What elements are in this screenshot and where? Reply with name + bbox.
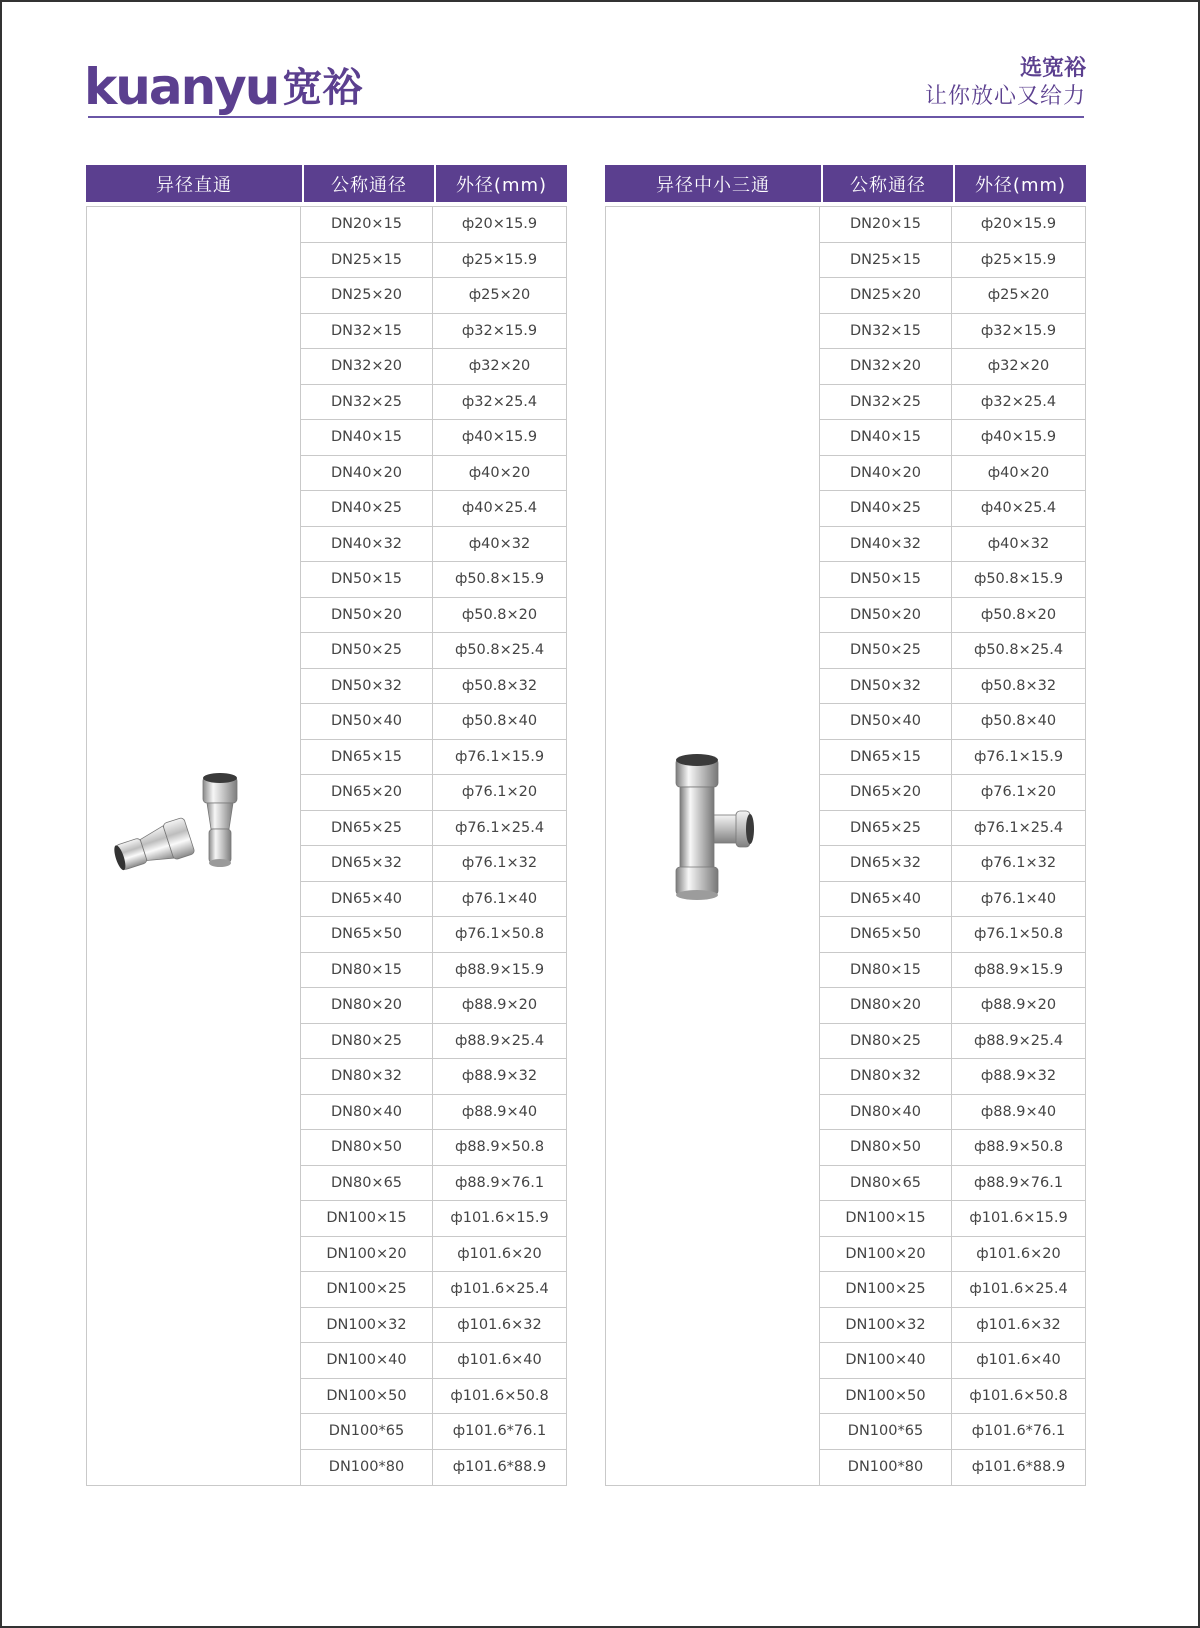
table-row: [301, 1308, 566, 1344]
table-row: [301, 527, 566, 563]
table-row: [820, 1379, 1085, 1415]
table-row: [301, 953, 566, 989]
table-row: [301, 1450, 566, 1486]
outer-diameter-cell: ф101.6×20: [457, 1245, 542, 1262]
nominal-diameter-cell: DN100×20: [820, 1237, 952, 1272]
table-row: [301, 669, 566, 705]
outer-diameter-cell: ф101.6×50.8: [969, 1387, 1068, 1404]
table-row: [301, 456, 566, 492]
header-outer-diameter: 外径(mm): [434, 165, 567, 202]
nominal-diameter-cell: DN40×32: [820, 527, 952, 562]
table-row: [301, 1414, 566, 1450]
nominal-diameter-cell: DN25×15: [301, 243, 433, 278]
outer-diameter-cell: ф76.1×50.8: [973, 926, 1064, 943]
header-product-name: 异径中小三通: [656, 174, 770, 196]
slogan: [925, 55, 1086, 111]
table-row: [301, 704, 566, 740]
table-row: [820, 1272, 1085, 1308]
table-row: [301, 917, 566, 953]
reducer-straight-fitting-icon: [111, 771, 251, 881]
nominal-diameter-cell: DN80×40: [301, 1095, 433, 1130]
outer-diameter-cell: ф32×25.4: [461, 393, 538, 410]
nominal-diameter-cell: DN25×20: [820, 278, 952, 313]
nominal-diameter-cell: DN100×15: [820, 1201, 952, 1236]
table-row: [820, 1414, 1085, 1450]
outer-diameter-cell: ф32×15.9: [461, 322, 538, 339]
outer-diameter-cell: ф76.1×32: [980, 855, 1057, 872]
table-row: [820, 456, 1085, 492]
nominal-diameter-cell: DN65×25: [820, 811, 952, 846]
header-outer-diameter: 外径(mm): [953, 165, 1086, 202]
outer-diameter-cell: ф32×25.4: [980, 393, 1057, 410]
nominal-diameter-cell: DN32×20: [301, 349, 433, 384]
nominal-diameter-cell: DN80×25: [820, 1024, 952, 1059]
nominal-diameter-cell: DN50×20: [301, 598, 433, 633]
table-row: [301, 385, 566, 421]
nominal-diameter-cell: DN32×25: [820, 385, 952, 420]
outer-diameter-cell: ф76.1×50.8: [454, 926, 545, 943]
table-row: [301, 1024, 566, 1060]
table-row: [301, 1059, 566, 1095]
header-product-name: 异径直通: [156, 174, 232, 196]
nominal-diameter-cell: DN80×40: [820, 1095, 952, 1130]
nominal-diameter-cell: DN100×32: [820, 1308, 952, 1343]
outer-diameter-cell: ф88.9×50.8: [973, 1139, 1064, 1156]
outer-diameter-cell: ф50.8×15.9: [454, 571, 545, 588]
nominal-diameter-cell: DN65×20: [820, 775, 952, 810]
nominal-diameter-cell: DN80×65: [820, 1166, 952, 1201]
outer-diameter-cell: ф50.8×40: [980, 713, 1057, 730]
nominal-diameter-cell: DN65×40: [820, 882, 952, 917]
nominal-diameter-cell: DN50×32: [301, 669, 433, 704]
table-header: [605, 165, 1086, 202]
header-nominal-diameter: 公称通径: [302, 165, 434, 202]
nominal-diameter-cell: DN40×15: [301, 420, 433, 455]
nominal-diameter-cell: DN65×25: [301, 811, 433, 846]
nominal-diameter-cell: DN40×32: [301, 527, 433, 562]
nominal-diameter-cell: DN65×50: [820, 917, 952, 952]
table-row: [820, 278, 1085, 314]
outer-diameter-cell: ф101.6×25.4: [450, 1281, 549, 1298]
outer-diameter-cell: ф88.9×32: [461, 1068, 538, 1085]
nominal-diameter-cell: DN65×40: [301, 882, 433, 917]
nominal-diameter-cell: DN40×25: [301, 491, 433, 526]
table-row: [301, 314, 566, 350]
table-row: [820, 811, 1085, 847]
outer-diameter-cell: ф50.8×32: [461, 677, 538, 694]
table-body: [86, 206, 567, 1486]
nominal-diameter-cell: DN100×15: [301, 1201, 433, 1236]
table-row: [820, 491, 1085, 527]
outer-diameter-cell: ф76.1×20: [980, 784, 1057, 801]
nominal-diameter-cell: DN80×65: [301, 1166, 433, 1201]
nominal-diameter-cell: DN100×40: [820, 1343, 952, 1378]
nominal-diameter-cell: DN40×20: [820, 456, 952, 491]
table-row: [820, 775, 1085, 811]
outer-diameter-cell: ф88.9×25.4: [454, 1032, 545, 1049]
slogan-line-2: 让你放心又给力: [924, 84, 1086, 109]
outer-diameter-cell: ф25×20: [987, 287, 1050, 304]
outer-diameter-cell: ф50.8×25.4: [454, 642, 545, 659]
brand-logo: [84, 52, 363, 116]
nominal-diameter-cell: DN25×20: [301, 278, 433, 313]
table-row: [301, 420, 566, 456]
outer-diameter-cell: ф88.9×15.9: [973, 961, 1064, 978]
table-row: [301, 1379, 566, 1415]
table-row: [820, 420, 1085, 456]
outer-diameter-cell: ф88.9×32: [980, 1068, 1057, 1085]
table-row: [301, 598, 566, 634]
table-row: [301, 1130, 566, 1166]
nominal-diameter-cell: DN100*80: [301, 1450, 433, 1486]
table-row: [820, 562, 1085, 598]
nominal-diameter-cell: DN65×20: [301, 775, 433, 810]
table-row: [301, 882, 566, 918]
slogan-line-1: 选宽裕: [1019, 56, 1086, 81]
nominal-diameter-cell: DN50×15: [820, 562, 952, 597]
table-row: [820, 1450, 1085, 1486]
outer-diameter-cell: ф50.8×20: [980, 606, 1057, 623]
spec-table-reducing-tee: [605, 165, 1086, 1486]
outer-diameter-cell: ф76.1×40: [461, 890, 538, 907]
nominal-diameter-cell: DN100×25: [301, 1272, 433, 1307]
outer-diameter-cell: ф88.9×20: [980, 997, 1057, 1014]
outer-diameter-cell: ф20×15.9: [980, 216, 1057, 233]
product-image-cell: [606, 207, 820, 1485]
nominal-diameter-cell: DN80×15: [301, 953, 433, 988]
outer-diameter-cell: ф40×15.9: [980, 429, 1057, 446]
nominal-diameter-cell: DN80×32: [301, 1059, 433, 1094]
outer-diameter-cell: ф76.1×40: [980, 890, 1057, 907]
outer-diameter-cell: ф101.6*88.9: [971, 1459, 1066, 1476]
table-row: [820, 598, 1085, 634]
outer-diameter-cell: ф76.1×15.9: [454, 748, 545, 765]
nominal-diameter-cell: DN40×25: [820, 491, 952, 526]
logo-chinese-text: 宽裕: [282, 65, 363, 111]
nominal-diameter-cell: DN32×15: [820, 314, 952, 349]
nominal-diameter-cell: DN65×15: [820, 740, 952, 775]
table-row: [301, 562, 566, 598]
table-row: [820, 527, 1085, 563]
nominal-diameter-cell: DN50×40: [301, 704, 433, 739]
nominal-diameter-cell: DN65×15: [301, 740, 433, 775]
nominal-diameter-cell: DN50×15: [301, 562, 433, 597]
outer-diameter-cell: ф40×15.9: [461, 429, 538, 446]
nominal-diameter-cell: DN80×50: [820, 1130, 952, 1165]
table-row: [820, 669, 1085, 705]
table-row: [820, 1024, 1085, 1060]
table-row: [820, 1059, 1085, 1095]
table-row: [820, 1095, 1085, 1131]
outer-diameter-cell: ф101.6×50.8: [450, 1387, 549, 1404]
table-rows: [820, 207, 1085, 1485]
outer-diameter-cell: ф40×32: [987, 535, 1050, 552]
table-row: [820, 243, 1085, 279]
nominal-diameter-cell: DN80×15: [820, 953, 952, 988]
nominal-diameter-cell: DN80×20: [301, 988, 433, 1023]
table-row: [820, 740, 1085, 776]
nominal-diameter-cell: DN32×20: [820, 349, 952, 384]
table-row: [820, 846, 1085, 882]
table-row: [820, 882, 1085, 918]
nominal-diameter-cell: DN40×15: [820, 420, 952, 455]
product-image-cell: [87, 207, 301, 1485]
outer-diameter-cell: ф50.8×20: [461, 606, 538, 623]
header-divider: [88, 116, 1084, 118]
outer-diameter-cell: ф101.6×40: [457, 1352, 542, 1369]
table-row: [820, 314, 1085, 350]
nominal-diameter-cell: DN100×32: [301, 1308, 433, 1343]
table-row: [301, 633, 566, 669]
outer-diameter-cell: ф88.9×25.4: [973, 1032, 1064, 1049]
outer-diameter-cell: ф32×20: [987, 358, 1050, 375]
nominal-diameter-cell: DN50×25: [820, 633, 952, 668]
table-row: [820, 704, 1085, 740]
outer-diameter-cell: ф101.6×15.9: [969, 1210, 1068, 1227]
outer-diameter-cell: ф50.8×32: [980, 677, 1057, 694]
nominal-diameter-cell: DN80×20: [820, 988, 952, 1023]
outer-diameter-cell: ф40×32: [468, 535, 531, 552]
table-row: [301, 1166, 566, 1202]
outer-diameter-cell: ф40×20: [987, 464, 1050, 481]
outer-diameter-cell: ф25×15.9: [461, 251, 538, 268]
nominal-diameter-cell: DN100×40: [301, 1343, 433, 1378]
nominal-diameter-cell: DN80×25: [301, 1024, 433, 1059]
table-row: [301, 988, 566, 1024]
table-row: [820, 1166, 1085, 1202]
nominal-diameter-cell: DN100*65: [820, 1414, 952, 1449]
nominal-diameter-cell: DN100×50: [301, 1379, 433, 1414]
table-row: [820, 1130, 1085, 1166]
table-row: [820, 385, 1085, 421]
table-row: [820, 207, 1085, 243]
outer-diameter-cell: ф101.6×40: [976, 1352, 1061, 1369]
outer-diameter-cell: ф88.9×40: [461, 1103, 538, 1120]
outer-diameter-cell: ф50.8×25.4: [973, 642, 1064, 659]
outer-diameter-cell: ф50.8×15.9: [973, 571, 1064, 588]
table-row: [301, 349, 566, 385]
nominal-diameter-cell: DN100×50: [820, 1379, 952, 1414]
table-row: [301, 1272, 566, 1308]
nominal-diameter-cell: DN100×25: [820, 1272, 952, 1307]
nominal-diameter-cell: DN100×20: [301, 1237, 433, 1272]
table-row: [820, 988, 1085, 1024]
table-row: [820, 1343, 1085, 1379]
outer-diameter-cell: ф76.1×32: [461, 855, 538, 872]
nominal-diameter-cell: DN25×15: [820, 243, 952, 278]
table-header: [86, 165, 567, 202]
outer-diameter-cell: ф40×25.4: [980, 500, 1057, 517]
nominal-diameter-cell: DN65×32: [820, 846, 952, 881]
outer-diameter-cell: ф25×15.9: [980, 251, 1057, 268]
outer-diameter-cell: ф88.9×40: [980, 1103, 1057, 1120]
table-row: [301, 207, 566, 243]
outer-diameter-cell: ф76.1×20: [461, 784, 538, 801]
table-row: [820, 917, 1085, 953]
table-row: [301, 811, 566, 847]
table-body: [605, 206, 1086, 1486]
nominal-diameter-cell: DN65×32: [301, 846, 433, 881]
outer-diameter-cell: ф88.9×15.9: [454, 961, 545, 978]
table-row: [820, 1201, 1085, 1237]
nominal-diameter-cell: DN32×25: [301, 385, 433, 420]
table-rows: [301, 207, 566, 1485]
outer-diameter-cell: ф76.1×25.4: [973, 819, 1064, 836]
nominal-diameter-cell: DN32×15: [301, 314, 433, 349]
outer-diameter-cell: ф76.1×15.9: [973, 748, 1064, 765]
nominal-diameter-cell: DN100*65: [301, 1414, 433, 1449]
outer-diameter-cell: ф88.9×50.8: [454, 1139, 545, 1156]
outer-diameter-cell: ф101.6*76.1: [452, 1423, 547, 1440]
outer-diameter-cell: ф101.6×32: [457, 1316, 542, 1333]
table-row: [301, 846, 566, 882]
table-row: [301, 1201, 566, 1237]
table-row: [820, 953, 1085, 989]
logo-latin-text: kuanyu: [84, 58, 279, 116]
nominal-diameter-cell: DN65×50: [301, 917, 433, 952]
outer-diameter-cell: ф32×20: [468, 358, 531, 375]
spec-table-reducer: [86, 165, 567, 1486]
outer-diameter-cell: ф40×25.4: [461, 500, 538, 517]
nominal-diameter-cell: DN20×15: [820, 207, 952, 242]
outer-diameter-cell: ф88.9×76.1: [973, 1174, 1064, 1191]
nominal-diameter-cell: DN50×40: [820, 704, 952, 739]
nominal-diameter-cell: DN20×15: [301, 207, 433, 242]
outer-diameter-cell: ф101.6×20: [976, 1245, 1061, 1262]
reducing-tee-fitting-icon: [670, 753, 760, 903]
outer-diameter-cell: ф101.6*88.9: [452, 1459, 547, 1476]
outer-diameter-cell: ф88.9×20: [461, 997, 538, 1014]
table-row: [301, 1095, 566, 1131]
outer-diameter-cell: ф32×15.9: [980, 322, 1057, 339]
table-row: [820, 633, 1085, 669]
outer-diameter-cell: ф101.6×32: [976, 1316, 1061, 1333]
nominal-diameter-cell: DN40×20: [301, 456, 433, 491]
outer-diameter-cell: ф20×15.9: [461, 216, 538, 233]
table-row: [820, 1237, 1085, 1273]
outer-diameter-cell: ф101.6×25.4: [969, 1281, 1068, 1298]
nominal-diameter-cell: DN50×20: [820, 598, 952, 633]
nominal-diameter-cell: DN50×32: [820, 669, 952, 704]
table-row: [820, 1308, 1085, 1344]
table-row: [301, 1237, 566, 1273]
table-row: [301, 491, 566, 527]
outer-diameter-cell: ф25×20: [468, 287, 531, 304]
table-row: [301, 278, 566, 314]
outer-diameter-cell: ф40×20: [468, 464, 531, 481]
header-nominal-diameter: 公称通径: [821, 165, 953, 202]
outer-diameter-cell: ф50.8×40: [461, 713, 538, 730]
table-row: [301, 775, 566, 811]
outer-diameter-cell: ф76.1×25.4: [454, 819, 545, 836]
nominal-diameter-cell: DN50×25: [301, 633, 433, 668]
table-row: [301, 740, 566, 776]
table-row: [301, 1343, 566, 1379]
nominal-diameter-cell: DN80×50: [301, 1130, 433, 1165]
table-row: [820, 349, 1085, 385]
nominal-diameter-cell: DN100*80: [820, 1450, 952, 1486]
nominal-diameter-cell: DN80×32: [820, 1059, 952, 1094]
table-row: [301, 243, 566, 279]
outer-diameter-cell: ф101.6*76.1: [971, 1423, 1066, 1440]
outer-diameter-cell: ф101.6×15.9: [450, 1210, 549, 1227]
outer-diameter-cell: ф88.9×76.1: [454, 1174, 545, 1191]
